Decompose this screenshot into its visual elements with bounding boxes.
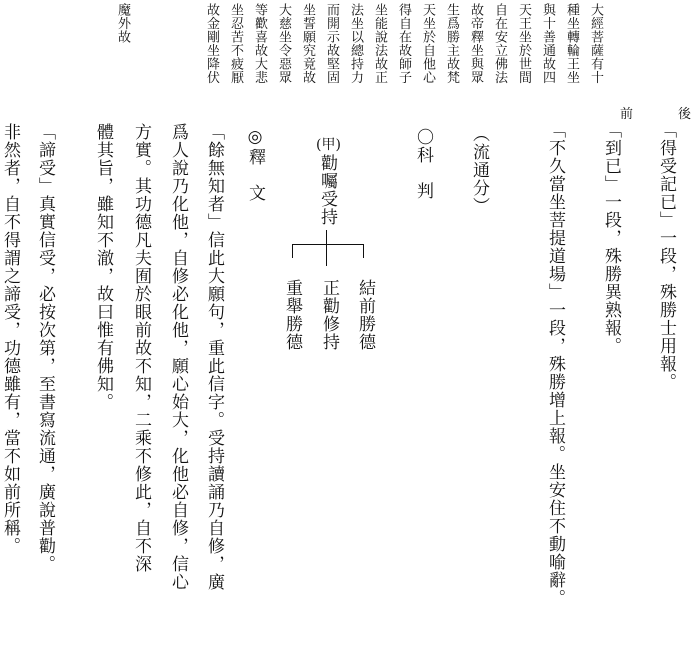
commentary-col-4: 體其旨，雖知不澈，故曰惟有佛知。 xyxy=(93,123,113,411)
after-label: 後 xyxy=(678,107,692,122)
sutra-col-10: 坐能說法故正 xyxy=(372,3,387,84)
tree-stem xyxy=(326,230,327,266)
sutra-col-18: 魔外故 xyxy=(115,3,130,44)
sutra-col-14: 大慈坐令惡眾 xyxy=(276,3,291,84)
main-col-1: 「得受記已」一段，殊勝士用報。 xyxy=(656,121,676,391)
tree-root-label: (甲) xyxy=(316,137,341,153)
sutra-col-17: 故金剛坐降伏 xyxy=(204,3,219,84)
sutra-col-15: 等歡喜故大悲 xyxy=(252,3,267,84)
sutra-col-5: 自在安立佛法 xyxy=(492,3,507,84)
main-col-3: 「不久當坐菩提道場」一段，殊勝增上報。坐安住不動喻辭。 xyxy=(545,121,565,607)
tree-root: 勸囑受持 xyxy=(317,154,337,226)
sutra-col-8: 天坐於自他心 xyxy=(420,3,435,84)
sutra-col-11: 法坐以總持力 xyxy=(348,3,363,84)
sutra-col-1: 大經菩薩有十 xyxy=(588,3,603,84)
commentary-col-3: 方實。其功德凡夫囿於眼前故不知，二乘不修此，自不深 xyxy=(131,123,151,573)
tree-branch-3: 重舉勝德 xyxy=(282,279,302,351)
tree-bar xyxy=(292,244,364,245)
sutra-col-9: 得自在故師子 xyxy=(396,3,411,84)
sutra-col-12: 而開示故堅固 xyxy=(324,3,339,84)
tree-branch-2: 正勸修持 xyxy=(319,279,339,351)
sutra-col-6: 故帝釋坐與眾 xyxy=(468,3,483,84)
section-heading: （流通分） xyxy=(469,125,489,215)
sutra-col-16: 坐忍苦不疲厭 xyxy=(228,3,243,84)
sutra-col-2: 種坐轉輪王坐 xyxy=(564,3,579,84)
tree-branch-left xyxy=(292,244,293,258)
before-label: 前 xyxy=(620,107,634,122)
outline-heading: 〇科 判 xyxy=(413,128,433,200)
main-col-2: 「到已」一段，殊勝異熟報。 xyxy=(601,121,621,355)
sutra-col-7: 生爲勝主故梵 xyxy=(444,3,459,84)
commentary-col-5: 「諦受」真實信受，必按次第，至書寫流通，廣說普勸。 xyxy=(35,123,55,573)
commentary-heading: ◎釋 文 xyxy=(245,127,265,202)
sutra-col-3: 與十善通故四 xyxy=(540,3,555,84)
sutra-col-4: 天王坐於世間 xyxy=(516,3,531,84)
commentary-col-2: 爲人說乃化他，自修必化他，願心始大，化他必自修，信心 xyxy=(168,123,188,591)
tree-branch-1: 結前勝德 xyxy=(355,279,375,351)
tree-branch-right xyxy=(363,244,364,258)
commentary-col-6: 非然者，自不得謂之諦受，功德雖有，當不如前所稱。 xyxy=(0,123,20,555)
commentary-col-1: 「餘無知者」信此大願句，重此信字。受持讀誦乃自修，廣 xyxy=(204,123,224,591)
sutra-col-13: 坐誓願究竟故 xyxy=(300,3,315,84)
